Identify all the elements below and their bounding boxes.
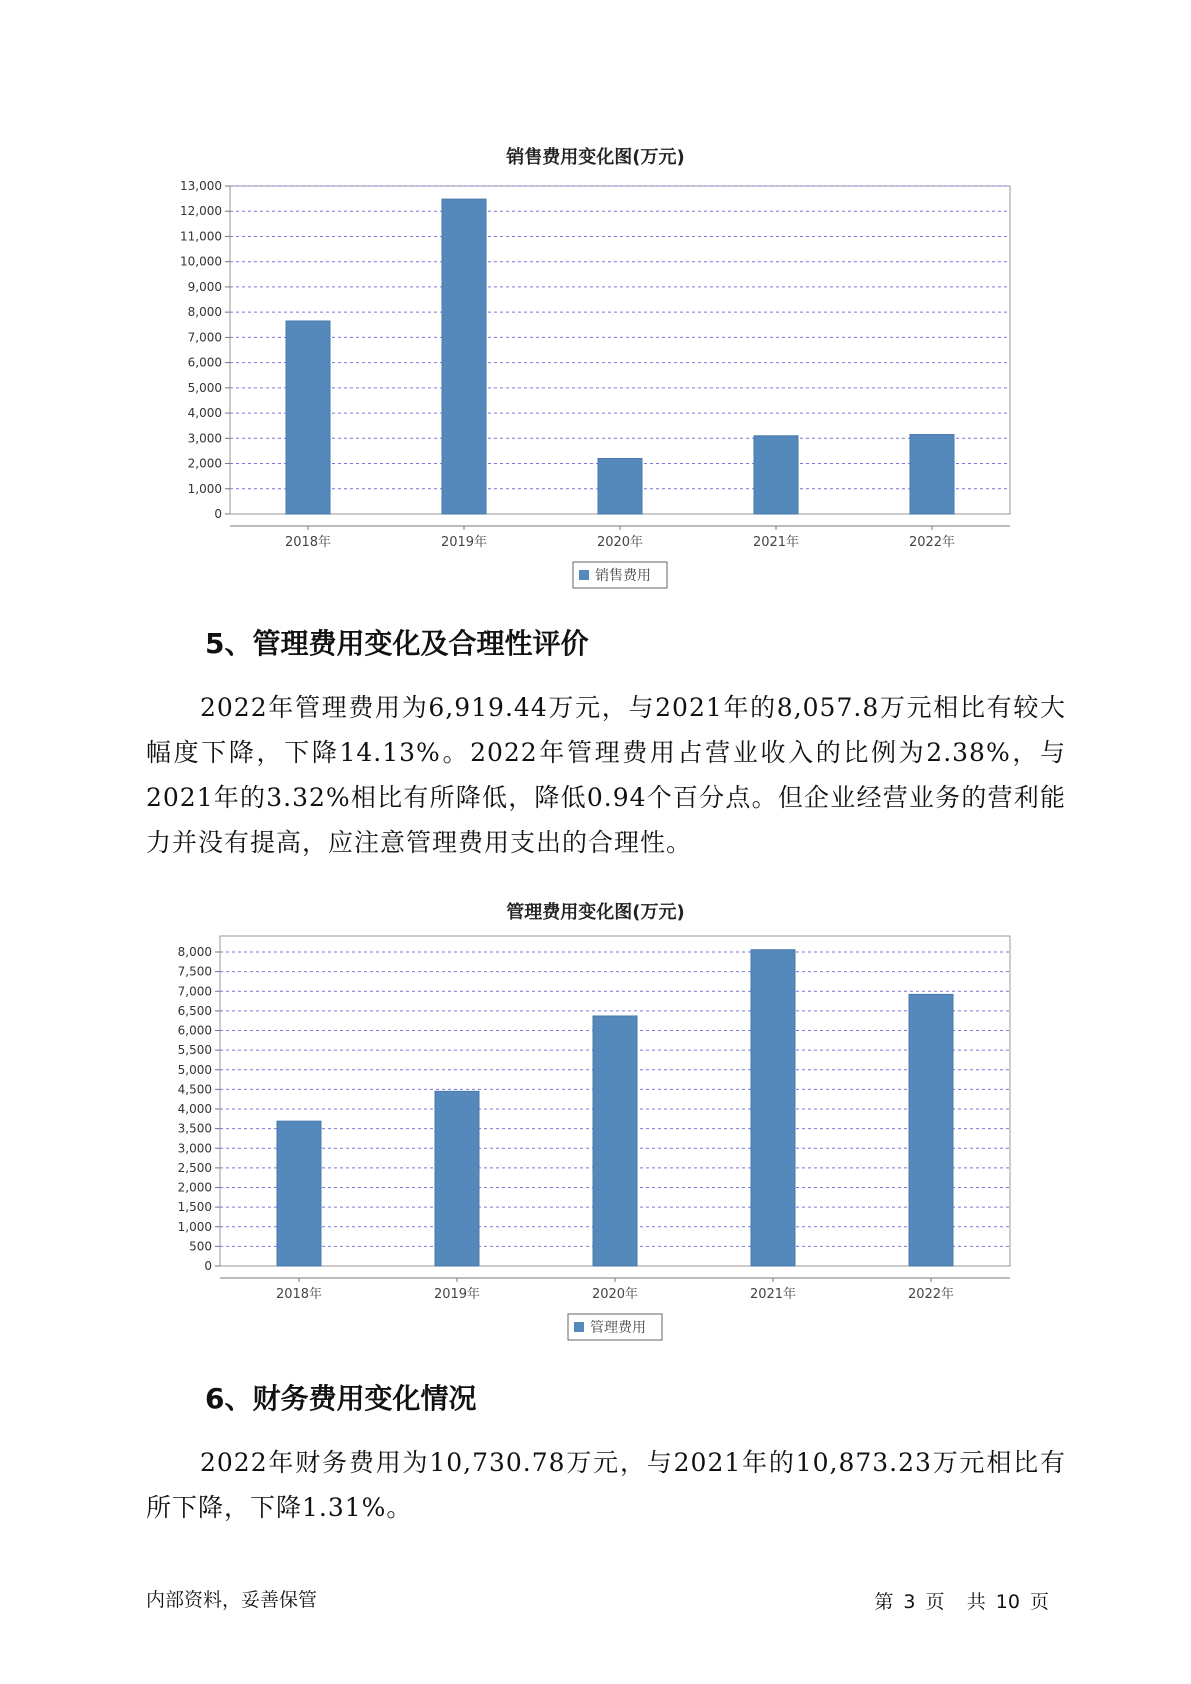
- chart1-title: 销售费用变化图(万元): [506, 147, 685, 168]
- y-tick-label: 3,000: [177, 1141, 212, 1156]
- chart2-title: 管理费用变化图(万元): [506, 902, 685, 923]
- page-prefix: 第: [874, 1591, 894, 1613]
- section6-heading: 6、财务费用变化情况: [205, 1382, 477, 1415]
- y-tick-label: 12,000: [180, 204, 222, 219]
- page-number: 3: [903, 1591, 916, 1613]
- section5-paragraph: 2022年管理费用为6,919.44万元，与2021年的8,057.8万元相比有较大幅度下降，下降14.13%。2022年管理费用占营业收入的比例为2.38%，与2021年的3.32%相比有所降低，降低0.94个百分点。但企业经营业务的营利能力并没有提高，应注意管理费用支出的合理性。: [146, 693, 1066, 857]
- legend-swatch: [574, 1322, 584, 1332]
- section5-heading: 5、管理费用变化及合理性评价: [205, 627, 589, 660]
- footer-confidential: 内部资料，妥善保管: [146, 1589, 318, 1611]
- y-tick-label: 500: [189, 1239, 212, 1254]
- total-pages: 10: [995, 1591, 1020, 1613]
- x-tick-label: 2021年: [749, 1287, 797, 1302]
- y-tick-label: 7,500: [177, 964, 212, 979]
- y-tick-label: 2,000: [187, 456, 222, 471]
- y-tick-label: 8,000: [177, 945, 212, 959]
- bar-2018年: [277, 1121, 321, 1266]
- y-tick-label: 3,500: [177, 1121, 212, 1136]
- y-tick-label: 3,000: [187, 431, 222, 446]
- total-unit: 页: [1029, 1591, 1049, 1613]
- y-tick-label: 4,500: [177, 1082, 212, 1097]
- bar-2020年: [593, 1016, 637, 1266]
- y-tick-label: 1,000: [177, 1219, 212, 1234]
- x-tick-label: 2022年: [908, 535, 956, 550]
- y-tick-label: 5,500: [177, 1043, 212, 1058]
- bar-2022年: [909, 994, 953, 1266]
- x-tick-label: 2021年: [752, 535, 800, 550]
- y-tick-label: 0: [204, 1259, 212, 1273]
- section6-paragraph: 2022年财务费用为10,730.78万元，与2021年的10,873.23万元相比有所下降，下降1.31%。: [146, 1448, 1066, 1522]
- legend-label: 销售费用: [595, 568, 651, 584]
- x-tick-label: 2020年: [591, 1287, 639, 1302]
- legend-label: 管理费用: [590, 1320, 646, 1336]
- bar-2019年: [435, 1091, 479, 1266]
- y-tick-label: 8,000: [187, 305, 222, 320]
- x-tick-label: 2018年: [275, 1287, 323, 1302]
- y-tick-label: 2,500: [177, 1160, 212, 1175]
- y-tick-label: 7,000: [187, 330, 222, 345]
- y-tick-label: 5,000: [187, 380, 222, 395]
- y-tick-label: 4,000: [177, 1102, 212, 1116]
- x-tick-label: 2019年: [440, 535, 488, 550]
- page-unit: 页: [925, 1591, 945, 1613]
- y-tick-label: 7,000: [177, 984, 212, 999]
- x-tick-label: 2020年: [596, 535, 644, 550]
- y-tick-label: 13,000: [180, 179, 222, 193]
- x-tick-label: 2022年: [907, 1287, 955, 1302]
- y-tick-label: 5,000: [177, 1062, 212, 1077]
- y-tick-label: 9,000: [187, 279, 222, 294]
- total-prefix: 共: [966, 1591, 986, 1613]
- y-tick-label: 1,000: [187, 481, 222, 496]
- y-tick-label: 11,000: [180, 229, 222, 244]
- y-tick-label: 10,000: [180, 254, 222, 269]
- y-tick-label: 6,500: [177, 1003, 212, 1018]
- y-tick-label: 6,000: [187, 355, 222, 370]
- bar-2021年: [751, 950, 795, 1266]
- y-tick-label: 4,000: [187, 406, 222, 421]
- x-tick-label: 2019年: [433, 1287, 481, 1302]
- y-tick-label: 0: [214, 507, 222, 521]
- y-tick-label: 6,000: [177, 1023, 212, 1038]
- y-tick-label: 1,500: [177, 1200, 212, 1215]
- footer-page-info: [872, 1587, 1051, 1614]
- y-tick-label: 2,000: [177, 1180, 212, 1195]
- x-tick-label: 2018年: [284, 535, 332, 550]
